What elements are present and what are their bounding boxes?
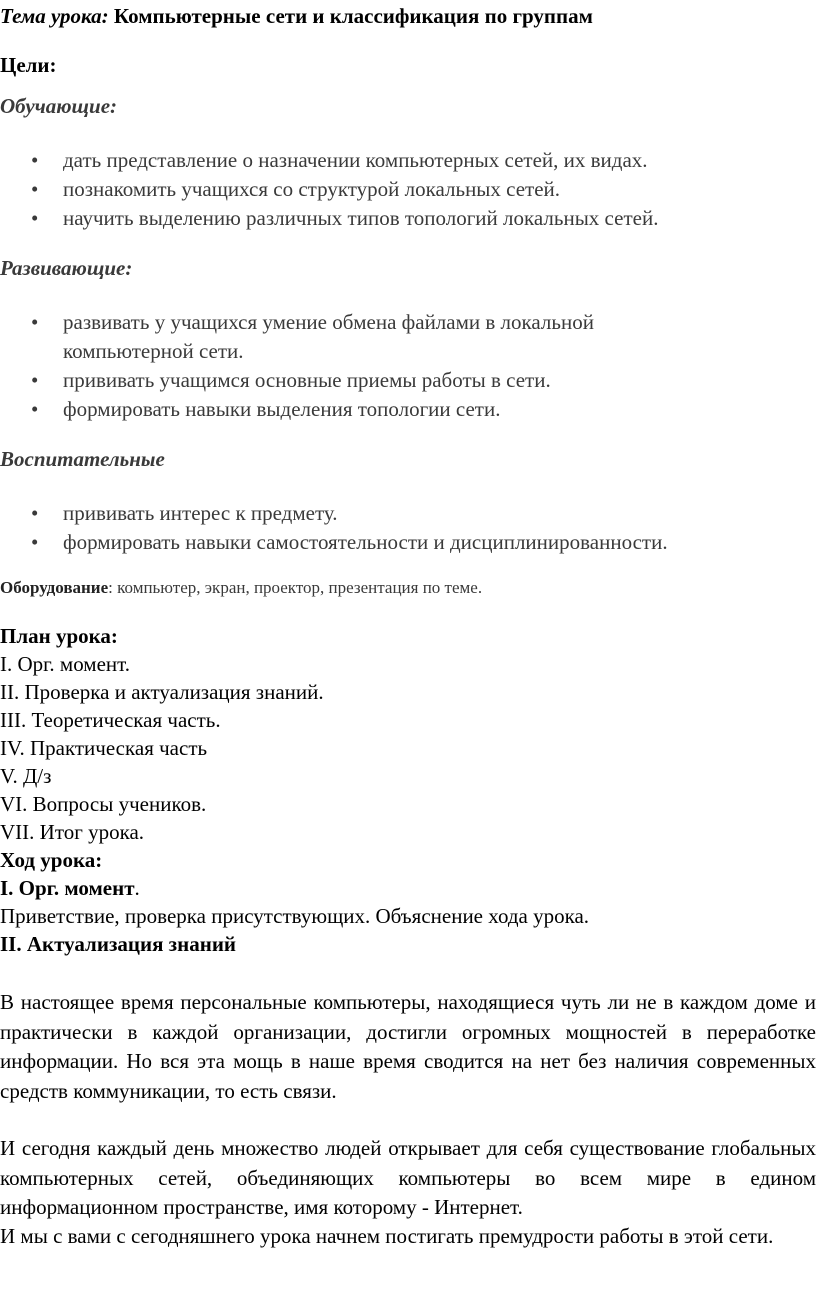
body-paragraph: И сегодня каждый день множество людей открывает для себя существование глобальных компьютерных сетей, объединяющих компьютеры во всем мире в едином информационном пространстве, имя которому - Интернет. [0,1136,816,1219]
developing-heading: Развивающие: [0,256,133,280]
org-heading: I. Орг. момент [0,876,135,900]
plan-heading: План урока: [0,624,118,648]
body-paragraph: В настоящее время персональные компьютеры, находящиеся чуть ли не в каждом доме и практически в каждой организации, достигли огромных мощностей в переработке информации. Но вся эта мощь в наше время сводится на нет без наличия современных средств коммуникации, то есть связи. [0,990,816,1103]
actualization-heading: II. Актуализация знаний [0,932,237,956]
plan-item: VI. Вопросы учеников. [0,792,207,816]
equipment-label: Оборудование [0,578,109,597]
list-item: • дать представление о назначении компьютерных сетей, их видах. [0,146,658,175]
plan-item: I. Орг. момент. [0,652,130,676]
teaching-list [0,146,658,233]
body-paragraph: И мы с вами с сегодняшнего урока начнем постигать премудрости работы в этой сети. [0,1224,774,1248]
plan-item: V. Д/з [0,764,52,788]
goals-heading: Цели: [0,53,57,77]
educational-list [0,499,668,557]
topic-label: Тема урока: [0,4,109,28]
plan-item: VII. Итог урока. [0,820,145,844]
org-heading-line: I. Орг. момент. [0,876,140,900]
bullet-icon: • [31,368,39,392]
list-item: • познакомить учащихся со структурой локальных сетей. [0,175,658,204]
bullet-icon: • [31,501,39,525]
educational-heading: Воспитательные [0,447,165,471]
equipment-line [0,578,482,598]
list-item: • формировать навыки выделения топологии сети. [0,395,594,424]
teaching-heading: Обучающие: [0,94,118,118]
plan-item: III. Теоретическая часть. [0,708,221,732]
list-item: • развивать у учащихся умение обмена файлами в локальной компьютерной сети. [31,310,594,363]
list-item: • формировать навыки самостоятельности и дисциплинированности. [0,528,668,557]
plan-item: II. Проверка и актуализация знаний. [0,680,324,704]
org-text: Приветствие, проверка присутствующих. Объяснение хода урока. [0,904,590,928]
list-item: • прививать интерес к предмету. [0,499,668,528]
bullet-icon: • [31,148,39,172]
topic-text: Компьютерные сети и классификация по группам [113,4,593,28]
developing-list [0,308,594,424]
course-heading: Ход урока: [0,848,103,872]
equipment-text: : компьютер, экран, проектор, презентация по теме. [108,578,483,597]
bullet-icon: • [31,530,39,554]
bullet-icon: • [31,310,39,334]
plan-item: IV. Практическая часть [0,736,208,760]
bullet-icon: • [31,206,39,230]
lesson-topic [0,4,593,29]
bullet-icon: • [31,397,39,421]
bullet-icon: • [31,177,39,201]
list-item: • научить выделению различных типов топологий локальных сетей. [0,204,658,233]
list-item: • прививать учащимся основные приемы работы в сети. [0,366,594,395]
